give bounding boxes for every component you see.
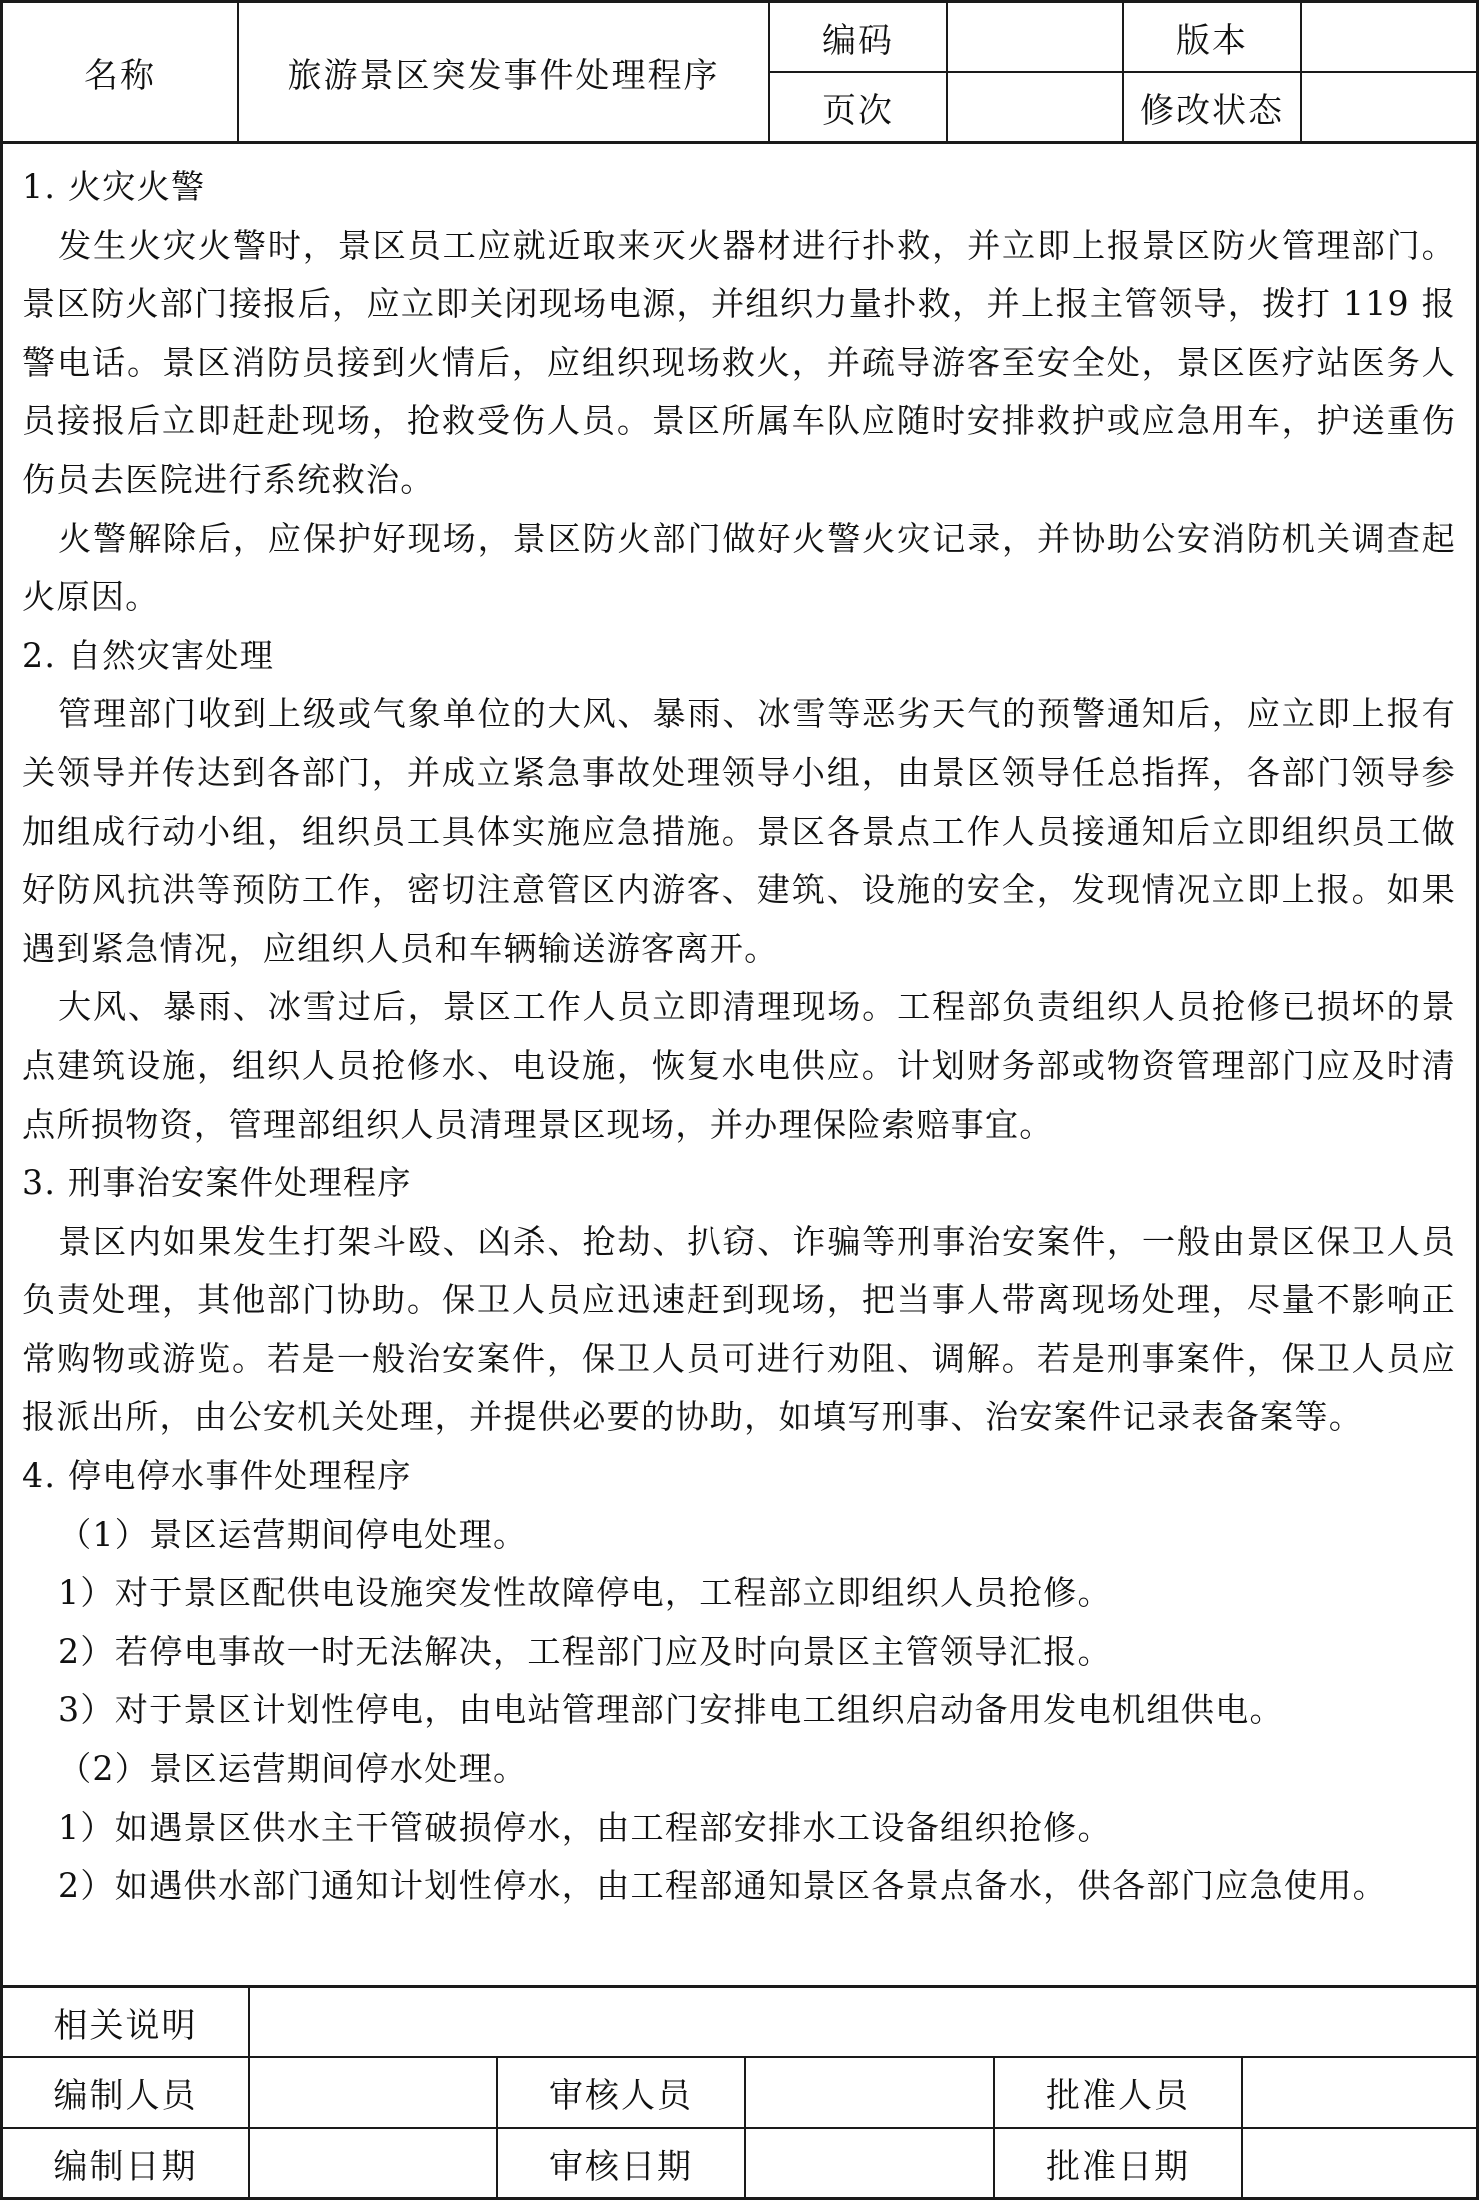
list-item-power-1: 1）对于景区配供电设施突发性故障停电，工程部立即组织人员抢修。 bbox=[58, 1573, 1112, 1613]
prepared-date-label: 编制日期 bbox=[53, 2146, 198, 2187]
revision-label: 修改状态 bbox=[1140, 90, 1284, 131]
reviewed-date-label: 审核日期 bbox=[549, 2146, 693, 2187]
paragraph-disaster-aftermath: 大风、暴雨、冰雪过后，景区工作人员立即清理现场。工程部负责组织人员抢修已损坏的景点建筑设施，组织人员抢修水、电设施，恢复水电供应。计划财务部或物资管理部门应及时清点所损物资，管理部组织人员清理景区现场，并办理保险索赔事宜。 bbox=[22, 987, 1456, 1144]
page-label: 页次 bbox=[822, 90, 894, 131]
section-heading-outage: 4. 停电停水事件处理程序 bbox=[22, 1456, 412, 1496]
list-item-water-2: 2）如遇供水部门通知计划性停水，由工程部通知景区各景点备水，供各部门应急使用。 bbox=[58, 1866, 1388, 1906]
paragraph-security-cases: 景区内如果发生打架斗殴、凶杀、抢劫、扒窃、诈骗等刑事治安案件，一般由景区保卫人员负责处理，其他部门协助。保卫人员应迅速赶到现场，把当事人带离现场处理，尽量不影响正常购物或游览。若是一般治安案件，保卫人员可进行劝阻、调解。若是刑事案件，保卫人员应报派出所，由公安机关处理，并提供必要的协助，如填写刑事、治安案件记录表备案等。 bbox=[22, 1221, 1456, 1437]
list-item-water-1: 1）如遇景区供水主干管破损停水，由工程部安排水工设备组织抢修。 bbox=[58, 1807, 1112, 1847]
revision-value bbox=[1302, 73, 1476, 141]
document-title: 旅游景区突发事件处理程序 bbox=[287, 55, 720, 96]
approved-date-label: 批准日期 bbox=[1046, 2146, 1190, 2187]
code-value bbox=[948, 3, 1122, 71]
notes-label: 相关说明 bbox=[53, 2005, 198, 2046]
prepared-by-label: 编制人员 bbox=[53, 2076, 198, 2116]
prepared-by-value bbox=[250, 2058, 496, 2127]
list-item-power-outage: （1）景区运营期间停电处理。 bbox=[58, 1514, 528, 1554]
header-divider bbox=[0, 141, 1479, 144]
version-value bbox=[1302, 3, 1476, 71]
section-heading-disaster: 2. 自然灾害处理 bbox=[22, 635, 275, 675]
paragraph-fire-response: 发生火灾火警时，景区员工应就近取来灭火器材进行扑救，并立即上报景区防火管理部门。景区防火部门接报后，应立即关闭现场电源，并组织力量扑救，并上报主管领导，拨打 119 报警电话。景区消防员接到火情后，应组织现场救火，并疏导游客至安全处，景区医疗站医务人员接报后立即赶赴现场，抢救受伤人员。景区所属车队应随时安排救护或应急用车，护送重伤伤员去医院进行系统救治。 bbox=[22, 225, 1456, 499]
page-value bbox=[948, 73, 1122, 141]
list-item-power-2: 2）若停电事故一时无法解决，工程部门应及时向景区主管领导汇报。 bbox=[58, 1631, 1112, 1671]
approved-by-value bbox=[1243, 2058, 1476, 2127]
section-heading-fire: 1. 火灾火警 bbox=[22, 167, 206, 206]
version-label: 版本 bbox=[1176, 20, 1248, 61]
reviewed-date-value bbox=[746, 2129, 993, 2197]
paragraph-disaster-warning: 管理部门收到上级或气象单位的大风、暴雨、冰雪等恶劣天气的预警通知后，应立即上报有关领导并传达到各部门，并成立紧急事故处理领导小组，由景区领导任总指挥，各部门领导参加组成行动小组，组织员工具体实施应急措施。景区各景点工作人员接通知后立即组织员工做好防风抗洪等预防工作，密切注意管区内游客、建筑、设施的安全，发现情况立即上报。如果遇到紧急情况，应组织人员和车辆输送游客离开。 bbox=[22, 694, 1456, 968]
code-label: 编码 bbox=[822, 20, 894, 61]
approved-date-value bbox=[1243, 2129, 1476, 2197]
name-label: 名称 bbox=[84, 55, 156, 96]
list-item-water-outage: （2）景区运营期间停水处理。 bbox=[58, 1749, 528, 1789]
paragraph-fire-aftermath: 火警解除后，应保护好现场，景区防火部门做好火警火灾记录，并协助公安消防机关调查起火原因。 bbox=[22, 518, 1456, 617]
reviewed-by-value bbox=[746, 2058, 993, 2127]
prepared-date-value bbox=[250, 2129, 496, 2197]
notes-value bbox=[250, 1988, 1476, 2056]
section-heading-security: 3. 刑事治安案件处理程序 bbox=[22, 1163, 412, 1203]
list-item-power-3: 3）对于景区计划性停电，由电站管理部门安排电工组织启动备用发电机组供电。 bbox=[58, 1690, 1284, 1730]
procedure-body bbox=[22, 158, 1456, 1916]
approved-by-label: 批准人员 bbox=[1046, 2076, 1190, 2116]
reviewed-by-label: 审核人员 bbox=[549, 2076, 693, 2116]
border-left bbox=[0, 0, 3, 2200]
